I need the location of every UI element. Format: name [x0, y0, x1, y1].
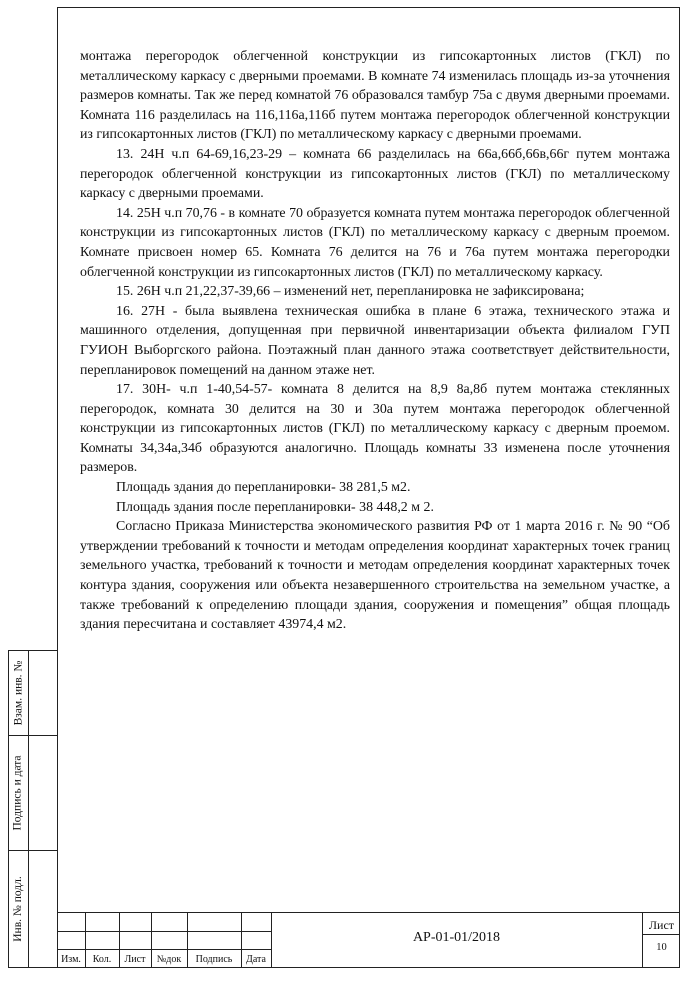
paragraph-6: 17. 30Н- ч.п 1-40,54-57- комната 8 делится на 8,9 8а,8б путем монтажа стеклянных перегородок, комната 30 делится на 30 и 30а путем монтажа перегородок облегченной конструкции из гипсокартонных листов (ГКЛ) по металлическому каркасу с дверным проемом. Комнаты 34,34а,34б образуются аналогично. Площадь комнаты 33 изменена после уточнения размеров.: [80, 382, 670, 476]
area-after: Площадь здания после перепланировки- 38 448,2 м 2.: [116, 499, 434, 515]
side-stamp-signature-date: Подпись и дата: [12, 754, 25, 831]
col-izm: Изм.: [61, 954, 81, 965]
sheet-cell-line: [643, 934, 680, 935]
col-list: Лист: [124, 954, 146, 965]
paragraph-order: Согласно Приказа Министерства экономического развития РФ от 1 марта 2016 г. № 90 “Об утверждении требований к точности и методам определения координат характерных точек границ земельного участка, требований к точности и методам определения координат характерных точек контура здания, сооружения или объекта незавершенного строительства на земельном участке, а также требований к определению площади здания, сооружения и помещения” общая площадь здания пересчитана и составляет 43974,4 м2.: [80, 519, 670, 633]
sheet-number: 10: [656, 942, 667, 953]
title-block-row-line: [57, 949, 272, 950]
paragraph-4: 15. 26Н ч.п 21,22,37-39,66 – изменений нет, перепланировка не зафиксирована;: [116, 284, 585, 300]
title-block-row-line: [57, 931, 272, 932]
area-before: Площадь здания до перепланировки- 38 281,5 м2.: [116, 480, 411, 496]
side-stamp: [8, 650, 57, 968]
document-code: АР-01-01/2018: [412, 930, 501, 945]
sheet-label: Лист: [648, 918, 675, 932]
col-data: Дата: [246, 954, 266, 965]
paragraph-1: монтажа перегородок облегченной конструкции из гипсокартонных листов (ГКЛ) по металлическому каркасу с дверными проемами. В комнате 74 изменилась площадь из-за уточнения размеров комнаты. Так же перед комнатой 76 образовался тамбур 75а с двумя дверными проемами. Комната 116 разделилась на 116,116а,116б путем монтажа перегородок облегченной конструкции из гипсокартонных листов (ГКЛ) по металлическому каркасу с дверными проемами.: [80, 49, 670, 143]
col-podpis: Подпись: [195, 954, 233, 965]
side-stamp-vzam-inv: Взам. инв. №: [12, 660, 24, 725]
document-body: [80, 47, 670, 635]
paragraph-2: 13. 24Н ч.п 64-69,16,23-29 – комната 66 разделилась на 66а,66б,66в,66г путем монтажа перегородок облегченной конструкции из гипсокартонных листов (ГКЛ) по металлическому каркасу с дверными проемами.: [80, 146, 670, 202]
side-stamp-inv-podl: Инв. № подл.: [12, 876, 24, 942]
title-block: [57, 912, 680, 968]
side-stamp-value-column: [28, 650, 57, 968]
paragraph-3: 14. 25Н ч.п 70,76 - в комнате 70 образуется комната путем монтажа перегородок облегченной конструкции из гипсокартонных листов (ГКЛ) по металлическому каркасу с дверным проемом. Комнате присвоен номер 65. Комната 76 делится на 76 и 76а путем монтажа перегородки облегченной конструкции из гипсокартонных листов (ГКЛ) по металлическому каркасу.: [80, 205, 670, 280]
col-kol: Кол.: [92, 954, 112, 965]
col-ndok: №док: [156, 954, 182, 965]
paragraph-5: 16. 27Н - была выявлена техническая ошибка в плане 6 этажа, технического этажа и машинного отделения, допущенная при первичной инвентаризации объекта филиалом ГУП ГУИОН Выборгского района. Поэтажный план данного этажа соответствует действительности, перепланировок помещений на данном этаже нет.: [80, 303, 670, 378]
